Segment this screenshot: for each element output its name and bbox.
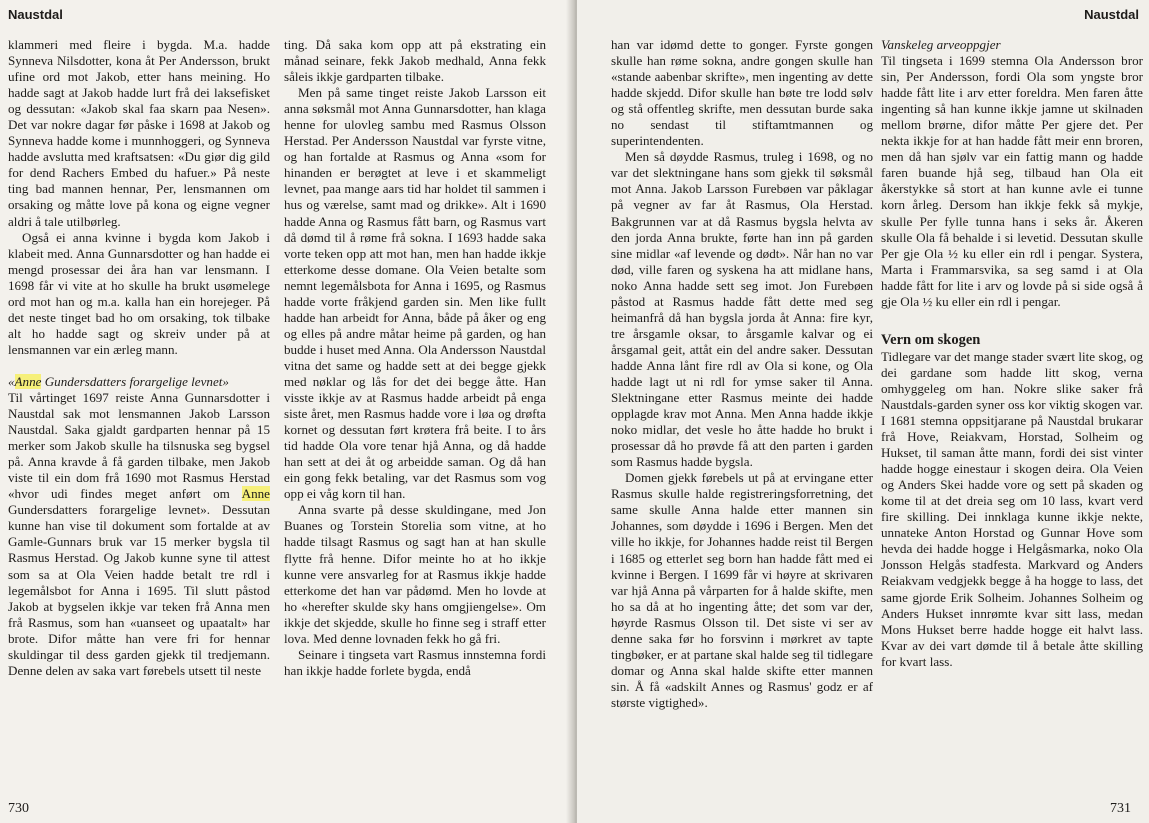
page-number: 731 [1110, 801, 1131, 816]
subheading: Vanskeleg arveoppgjer [881, 37, 1001, 52]
highlighted-text: Anne [241, 486, 270, 502]
text-run: Til vårtinget 1697 reiste Anna Gunnarsdotter i Naustdal sak mot lensmannen Jakob Larsson Naustdal. Saka gjaldt gardparten hennar på 15 merker som Jakob skulle ha tilsnuska seg bygsel på. Anna kravde å få garden tilbake, men Jakob viste til ein dom frå 1690 mot Rasmus Herstad «hvor udi findes meget anført om [8, 389, 270, 502]
paragraph: han var idømd dette to gonger. Fyrste gongen skulle han røme sokna, andre gongen skulle han «stande aabenbar skrifte», men ingenting av dette hadde skjedd. Difor skulle han bøte tre lodd sølv og stå offentleg skrifte, men dessutan burde saka no sendast til stiftamtmannen og superintendenten. [611, 37, 873, 149]
paragraph: klammeri med fleire i bygda. M.a. hadde Synneva Nilsdotter, kona åt Per Andersson, brukt ufine ord mot Jakob, etter hans meining. Ho hadde sagt at Jakob hadde lurt frå dei laksefisket og dessutan: «Jakob skal faa skarn paa Nesen». Det var nokre dagar før påske i 1698 at Jakob og Synneva hadde kome i munnhoggeri, og Synneva hadde avslutta med kraftsatsen: «Du giør dig gild for dend Rachers Embed du hafuer.» På neste ting bad mannen hennar, Per, lensmannen om orsaking og måtte love på kona og eigne vegner aldri å tale utilbørleg. [8, 37, 270, 229]
paragraph: Domen gjekk førebels ut på at ervingane etter Rasmus skulle halde registreringsforretning, det same skulle Anna halde etter mannen sin Johannes, som døydde i 1696 i Bergen. Men det ville ho ikkje, for Johannes hadde reist til Bergen i 1685 og etterlet seg born han hadde fått med ei kvinne i Bergen. I 1699 får vi høyre at skrivaren var hjå Anna på vårparten for å halde skifte, men ho sa då at ho ingenting åtte; det som var der, høyrde Rasmus Olsson til. Det siste vi ser av denne saka før ho forsvinn i mørkret av tapte tingbøker, er at partane skal halde seg til tidlegare domar og Anna skal halde skifte etter mannen sin. Å få «adskilt Annes og Rasmus' godz er af største vigtighed». [611, 470, 873, 710]
page-number: 730 [8, 801, 29, 816]
left-column-2 [284, 37, 546, 679]
running-head: Naustdal [1084, 7, 1139, 22]
paragraph: Tidlegare var det mange stader svært lite skog, og dei gardane som hadde litt skog, verna omhyggeleg om han. Nokre slike saker frå Naustdals-garden syner oss kor viktig skogen var. I 1681 stemna oppsitjarane på Naustdal brukarar frå Hove, Reiakvam, Horstad, Solheim og Hukset, til saman åtte mann, fordi dei sist vinter hadde hogge einestaur i skogen deira. Ola Veien og Anders Skei hadde vore og sett på skaden og kome til at det dreia seg om 10 lass, kvart verd fire skilling. Dei innklaga kunne ikkje nekte, unnateke Anton Horstad og Gunnar Hove som hevda dei hadde hogge i Helgåsmarka, noko Ola Jonsson Helgås stadfesta. Markvard og Anders Reiakvam vedgjekk begge å ha hogge to lass, det same gjorde Erik Solheim. Johannes Solheim og Anders Hukset innrømte kvar sitt lass, medan Mons Hukset berre hadde hogge eit halvt lass. Kvar av dei vart dømde til å betale åtte skilling for kvart lass. [881, 348, 1143, 669]
paragraph: ting. Då saka kom opp att på ekstrating ein månad seinare, fekk Jakob medhald, Anna fekk såleis ikkje gardparten tilbake. [284, 37, 546, 85]
paragraph: Men på same tinget reiste Jakob Larsson eit anna søksmål mot Anna Gunnarsdotter, han klaga henne for ulovleg sambu med Rasmus Olsson Herstad. Per Andersson Naustdal var fyrste vitne, og han fortalde at Rasmus og Anna «som for hinanden er berøgtet at leve i et skammeligt levnet, paa mange aars tid har holdet til sammen i hus og værelse, samt mad og drikke». Alt i 1690 hadde Anna og Rasmus fått barn, og Rasmus vart då dømd til å røme frå sokna. I 1693 hadde saka vorte teken opp att mot han, men han hadde ikkje etterkome desse domane. Ola Veien betalte som nemnt legemålsbota for Anna i 1695, og Rasmus hadde vorte fråkjend garden sin. Men like fullt hadde han arbeidt for Anna, både på åker og eng og elles på andre måtar heime på garden, og han budde i huset med Anna. Ola Andersson Naustdal vitna det same og hadde sett at dei begge gjekk med nøklar og lås for det dei begge åtte. Han visste ikkje av at Rasmus hadde arbeidt på enga siste året, men Rasmus hadde vore i løa og drøfta kornet og dessutan ført krøtera frå beite. I to års tid hadde Ola vore tenar hjå Anna, og då hadde han sett at dei åt og arbeidde saman. Og då han ein gong fekk betaling, var det Rasmus som vog opp ei våg korn til han. [284, 85, 546, 502]
running-head: Naustdal [8, 7, 63, 22]
right-column-2 [881, 37, 1143, 670]
right-page [577, 0, 1149, 823]
left-page [0, 0, 572, 823]
section-heading: Vern om skogen [881, 331, 981, 348]
paragraph: Også ei anna kvinne i bygda kom Jakob i klabeit med. Anna Gunnarsdotter og han hadde ei mengd prosessar dei åra han var lensmann. I 1698 får vi vite at ho skulle ha brukt usømelege ord mot han og m.a. kalla han ein horejeger. På det neste tinget bad ho om orsaking, tok tilbake alt ho hadde sagt og skreiv under på at lensmannen var ein ærleg mann. [8, 229, 270, 357]
paragraph: Men så døydde Rasmus, truleg i 1698, og no var det slektningane hans som gjekk til søksmål mot Anna. Jakob Larsson Furebøen var påklagar på vegner av far åt Rasmus, Ola Herstad. Bakgrunnen var at då Rasmus bygsla helvta av den jorda Anna brukte, førte han inn på garden sine midlar «af levende og dødt». Når han no var død, ville faren og syskena ha att midlane hans, noko Anna hadde sett seg imot. Jon Furebøen påstod at Rasmus hadde fått dette med seg heimanfrå då han bygsla jorda åt Anna: fire kyr, tre årsgamle oksar, to årsgamle kalvar og ei årsgamal geit, attåt ein del andre saker. Dessutan hadde Anna lånt fire rdl av Ola si kone, og Ola hadde lagt ut ni rdl for ymse saker til Anna. Slektningane etter Rasmus meinte dei hadde opplagde krav mot Anna. Men Anna hadde ikkje noko midlar, det vesle ho åtte hadde ho brukt i prosessar då ho prøvde få att den parten i garden som Rasmus hadde bygsla. [611, 149, 873, 470]
paragraph [8, 390, 270, 679]
paragraph: Anna svarte på desse skuldingane, med Jon Buanes og Torstein Storelia som vitne, at ho hadde tilsagt Rasmus og sagt han at han skulle flytte frå henne. Difor meinte ho at ho ikkje kunne vere ansvarleg for at Rasmus ikkje hadde etterkome det han var pådømd. Men ho lovde at ho «herefter skulde sky hans omgjiengelse». Om ikkje det skjedde, skulle ho finne seg i straff etter lova. Med denne lovnaden fekk ho gå fri. [284, 502, 546, 646]
paragraph: Seinare i tingseta vart Rasmus innstemna fordi han ikkje hadde forlete bygda, endå [284, 646, 546, 678]
left-column-1 [8, 37, 270, 679]
text-run: Gundersdatters forargelige levnet». Dessutan kunne han vise til dokument som fortalde at av Gamle-Gunnars bruk var 15 merker bygsla til Rasmus Herstad. Og Jakob kunne syne til attest som sa at Ola Veien hadde betalt tre rdl i legemålsbot for Anna i 1695. Til slutt påstod Jakob at bygselen ikkje var teken frå Anna men frå Rasmus, som han «uanseet og upaatalt» har brote. Difor måtte han vere fri for hennar skuldingar til dess garden gjekk til tredjemann. Denne delen av saka vart førebels utsett til neste [8, 502, 270, 678]
subheading: «Anne Gundersdatters forargelige levnet» [8, 373, 229, 389]
highlighted-text: Anne [14, 373, 42, 389]
subheading-text: Gundersdatters forargelige levnet» [41, 373, 229, 389]
right-column-1 [611, 37, 873, 711]
paragraph: Til tingseta i 1699 stemna Ola Andersson bror sin, Per Andersson, fordi Ola som yngste bror hadde fått lite i arv etter foreldra. Men faren åtte ingenting så han kunne ikkje jamne ut skilnaden mellom brørne, difor måtte Per gjere det. Per nekta ikkje for at han hadde fått meir enn broren, men då han sjølv var ein fattig mann og hadde faren buande hjå seg, tilbaud han Ola eit åkerstykke så stort at han kunne avle ei tunne korn årleg. Dersom han ikkje fekk så mykje, skulle Per fylle tunna hans i seks år. Åkeren skulle Ola få behalde i si levetid. Dessutan skulle Per gje Ola ½ ku eller ein rdl i pengar. Systera, Marta i Frammarsvika, sa seg samd i at Ola hadde fått for lite i arv og lovde på si side også å gje Ola ½ ku eller ein rdl i pengar. [881, 53, 1143, 309]
